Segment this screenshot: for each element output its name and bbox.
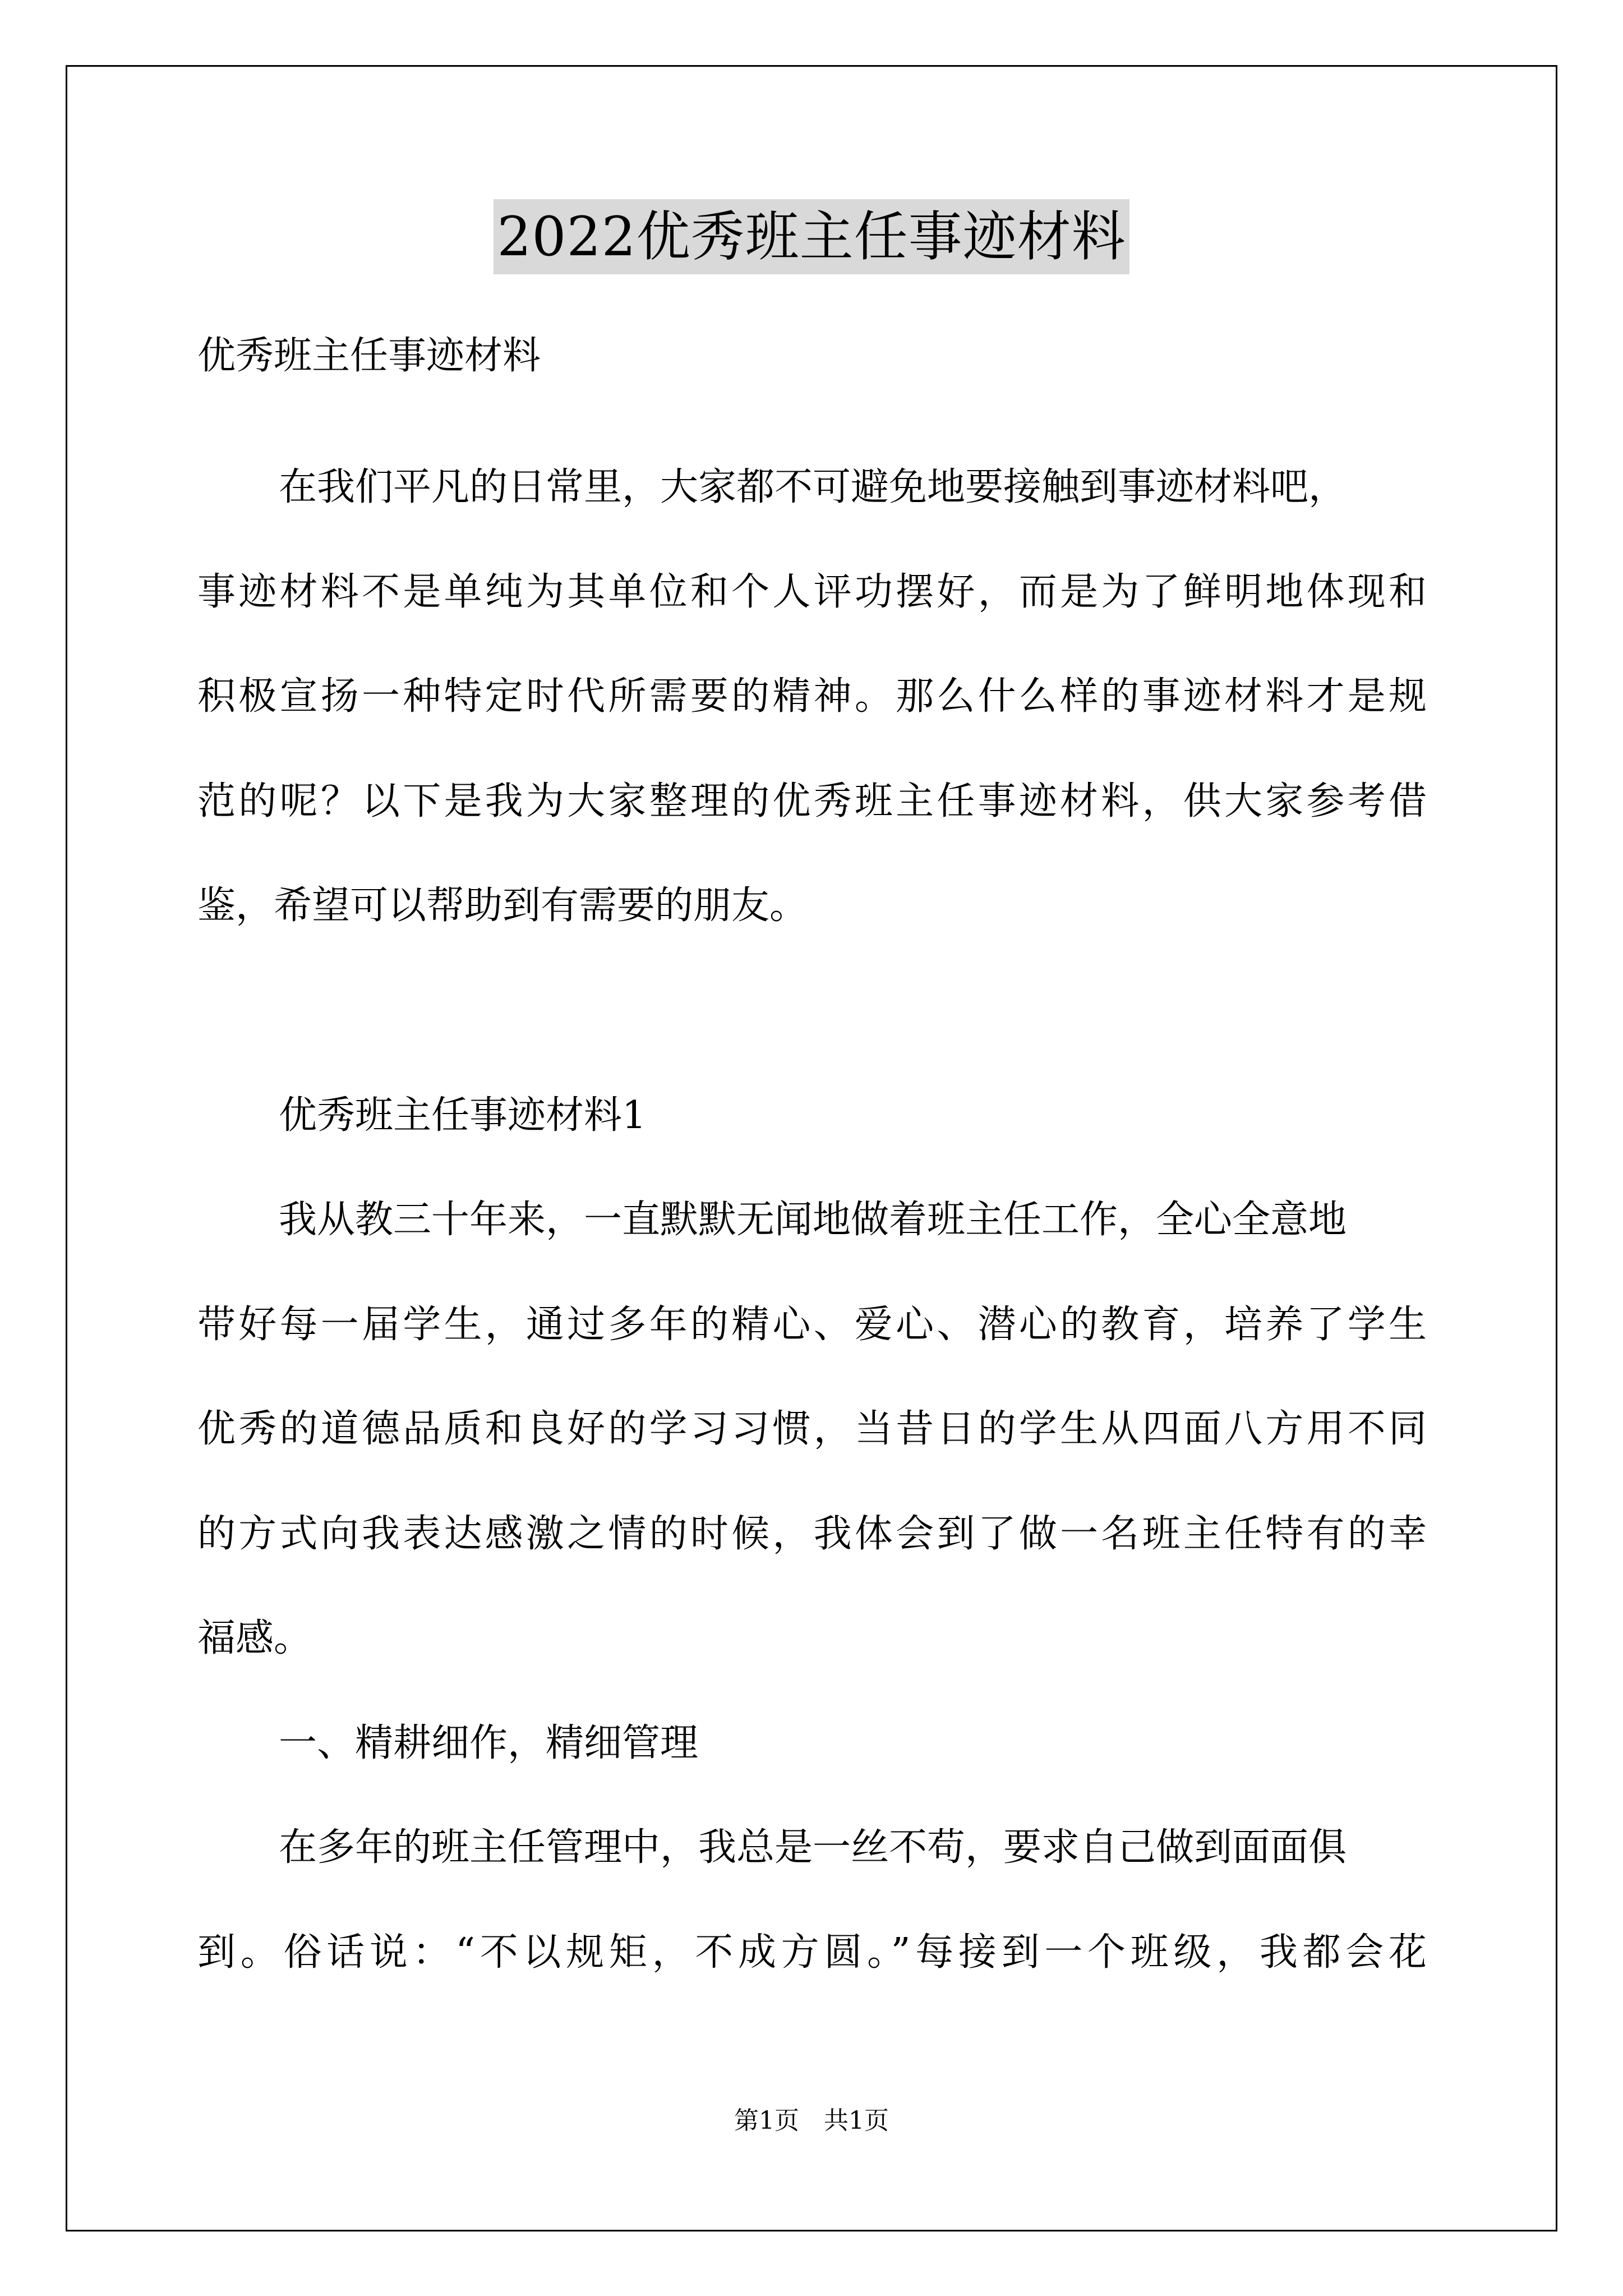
intro-line-1: 在我们平凡的日常里，大家都不可避免地要接触到事迹材料吧， (279, 465, 1347, 509)
title-container (0, 199, 1623, 274)
document-title: 2022优秀班主任事迹材料 (494, 199, 1129, 274)
page-border (66, 65, 1557, 2231)
body-line-4: 的方式向我表达感激之情的时候，我体会到了做一名班主任特有的幸 (197, 1512, 1427, 1556)
body2-line-1: 在多年的班主任管理中，我总是一丝不苟，要求自己做到面面俱 (279, 1825, 1347, 1870)
section-heading: 优秀班主任事迹材料1 (279, 1093, 647, 1138)
body2-line-2: 到。俗话说：“不以规矩，不成方圆。”每接到一个班级，我都会花 (197, 1930, 1427, 1975)
subheading: 一、精耕细作，精细管理 (279, 1721, 699, 1765)
intro-line-4: 范的呢？以下是我为大家整理的优秀班主任事迹材料，供大家参考借 (197, 779, 1427, 823)
intro-line-3: 积极宣扬一种特定时代所需要的精神。那么什么样的事迹材料才是规 (197, 674, 1427, 719)
body-line-2: 带好每一届学生，通过多年的精心、爱心、潜心的教育，培养了学生 (197, 1303, 1427, 1347)
intro-line-5: 鉴，希望可以帮助到有需要的朋友。 (197, 884, 808, 928)
intro-line-2: 事迹材料不是单纯为其单位和个人评功摆好，而是为了鲜明地体现和 (197, 570, 1427, 614)
body-line-3: 优秀的道德品质和良好的学习习惯，当昔日的学生从四面八方用不同 (197, 1407, 1427, 1451)
document-subtitle: 优秀班主任事迹材料 (197, 334, 541, 378)
body-line-1: 我从教三十年来，一直默默无闻地做着班主任工作，全心全意地 (279, 1198, 1347, 1242)
page-footer: 第1页 共1页 (734, 2106, 889, 2135)
body-line-5: 福感。 (197, 1616, 312, 1660)
